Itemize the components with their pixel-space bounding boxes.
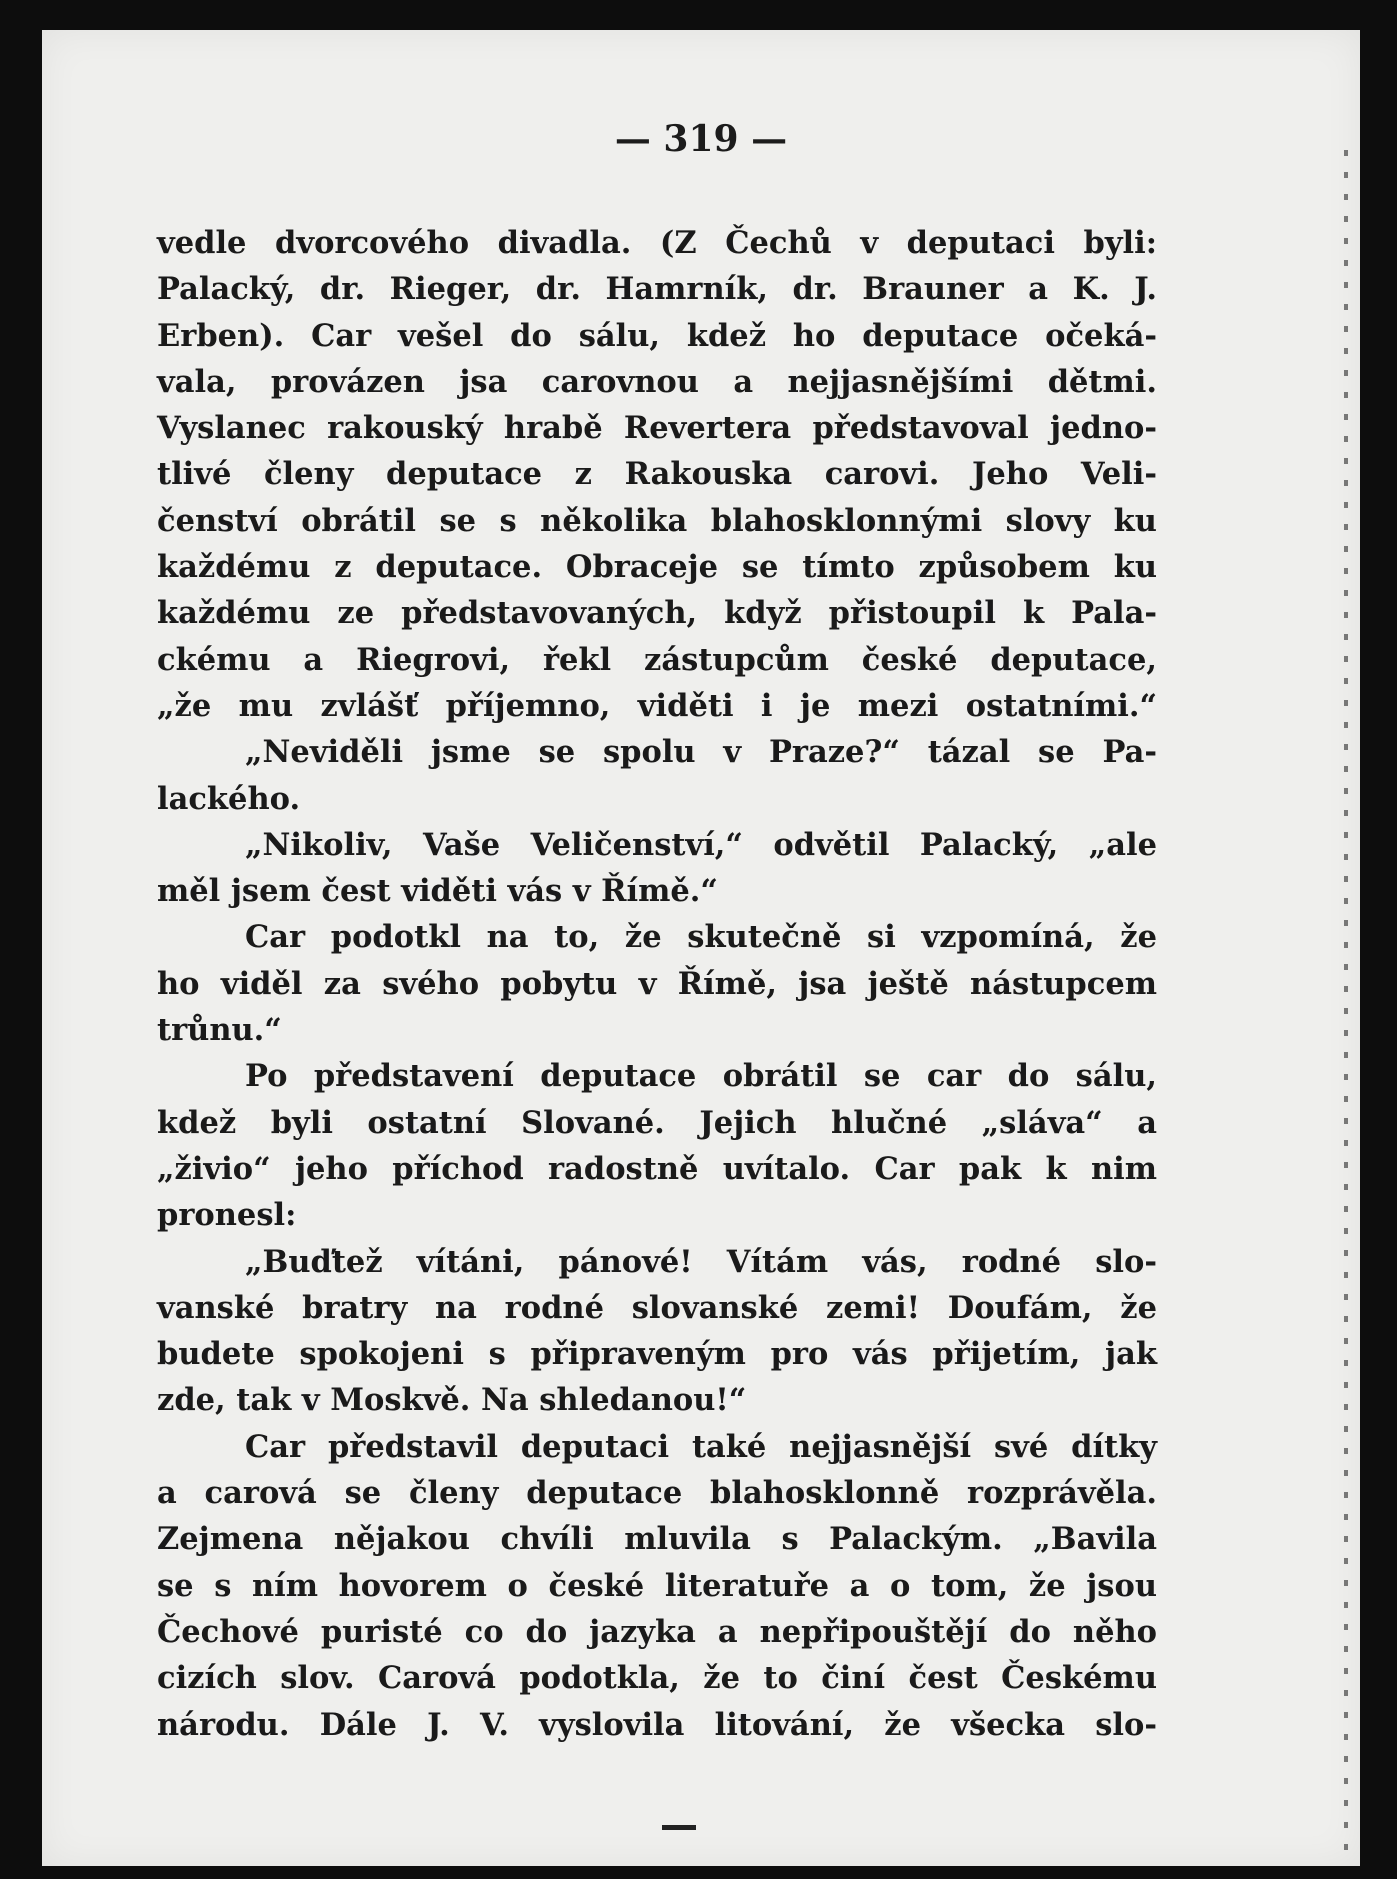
text-line: Car podotkl na to, že skutečně si vzpomíná, že: [245, 919, 1157, 956]
text-line: ho viděl za svého pobytu v Římě, jsa ještě nástupcem: [157, 965, 1157, 1002]
text-line: měl jsem čest viděti vás v Římě.“: [157, 873, 718, 910]
text-line: pronesl:: [157, 1197, 297, 1234]
text-line: se s ním hovorem o české literatuře a o tom, že jsou: [157, 1567, 1157, 1604]
body-text: [157, 220, 1157, 1748]
text-line: Čechové puristé co do jazyka a nepřipouštějí do něho: [157, 1613, 1157, 1650]
text-line: každému z deputace. Obraceje se tímto způsobem ku: [157, 549, 1157, 586]
book-page: [42, 30, 1360, 1866]
text-line: každému ze představovaných, když přistoupil k Pala-: [157, 595, 1157, 632]
text-line: čenství obrátil se s několika blahosklonnými slovy ku: [157, 502, 1157, 539]
text-line: lackého.: [157, 780, 301, 817]
text-line: národu. Dále J. V. vyslovila litování, že všecka slo-: [157, 1706, 1157, 1743]
text-line: Palacký, dr. Rieger, dr. Hamrník, dr. Brauner a K. J.: [157, 271, 1157, 308]
text-line: Po představení deputace obrátil se car do sálu,: [245, 1058, 1157, 1095]
text-line: Car představil deputaci také nejjasnější své dítky: [245, 1428, 1157, 1465]
text-line: Erben). Car vešel do sálu, kdež ho deputace očeká-: [157, 317, 1157, 354]
text-line: zde, tak v Moskvě. Na shledanou!“: [157, 1382, 747, 1419]
text-line: vanské bratry na rodné slovanské zemi! Doufám, že: [157, 1289, 1157, 1326]
text-line: vala, provázen jsa carovnou a nejjasnějšími dětmi.: [157, 363, 1157, 400]
page-number: — 319 —: [614, 118, 788, 160]
text-line: cizích slov. Carová podotkla, že to činí čest Českému: [157, 1660, 1157, 1697]
text-line: „Nikoliv, Vaše Veličenství,“ odvětil Palacký, „ale: [245, 826, 1157, 863]
text-line: tlivé členy deputace z Rakouska carovi. Jeho Veli-: [157, 456, 1157, 493]
text-line: Zejmena nějakou chvíli mluvila s Palackým. „Bavila: [157, 1521, 1157, 1558]
text-line: „Neviděli jsme se spolu v Praze?“ tázal se Pa-: [245, 734, 1157, 771]
text-line: Vyslanec rakouský hrabě Revertera představoval jedno-: [157, 410, 1157, 447]
text-line: trůnu.“: [157, 1012, 282, 1049]
text-line: a carová se členy deputace blahosklonně rozprávěla.: [157, 1475, 1157, 1512]
text-line: vedle dvorcového divadla. (Z Čechů v deputaci byli:: [157, 225, 1157, 261]
text-line: „živio“ jeho příchod radostně uvítalo. Car pak k nim: [157, 1150, 1157, 1187]
text-line: ckému a Riegrovi, řekl zástupcům české deputace,: [157, 641, 1157, 678]
page-edge-shadow: [1344, 150, 1348, 1850]
text-line: budete spokojeni s připraveným pro vás přijetím, jak: [157, 1336, 1157, 1373]
text-line: „že mu zvlášť příjemno, viděti i je mezi ostatními.“: [157, 687, 1157, 724]
text-line: kdež byli ostatní Slované. Jejich hlučné „sláva“ a: [157, 1104, 1157, 1141]
print-mark: [662, 1825, 696, 1830]
text-line: „Buďtež vítáni, pánové! Vítám vás, rodné slo-: [245, 1243, 1157, 1280]
